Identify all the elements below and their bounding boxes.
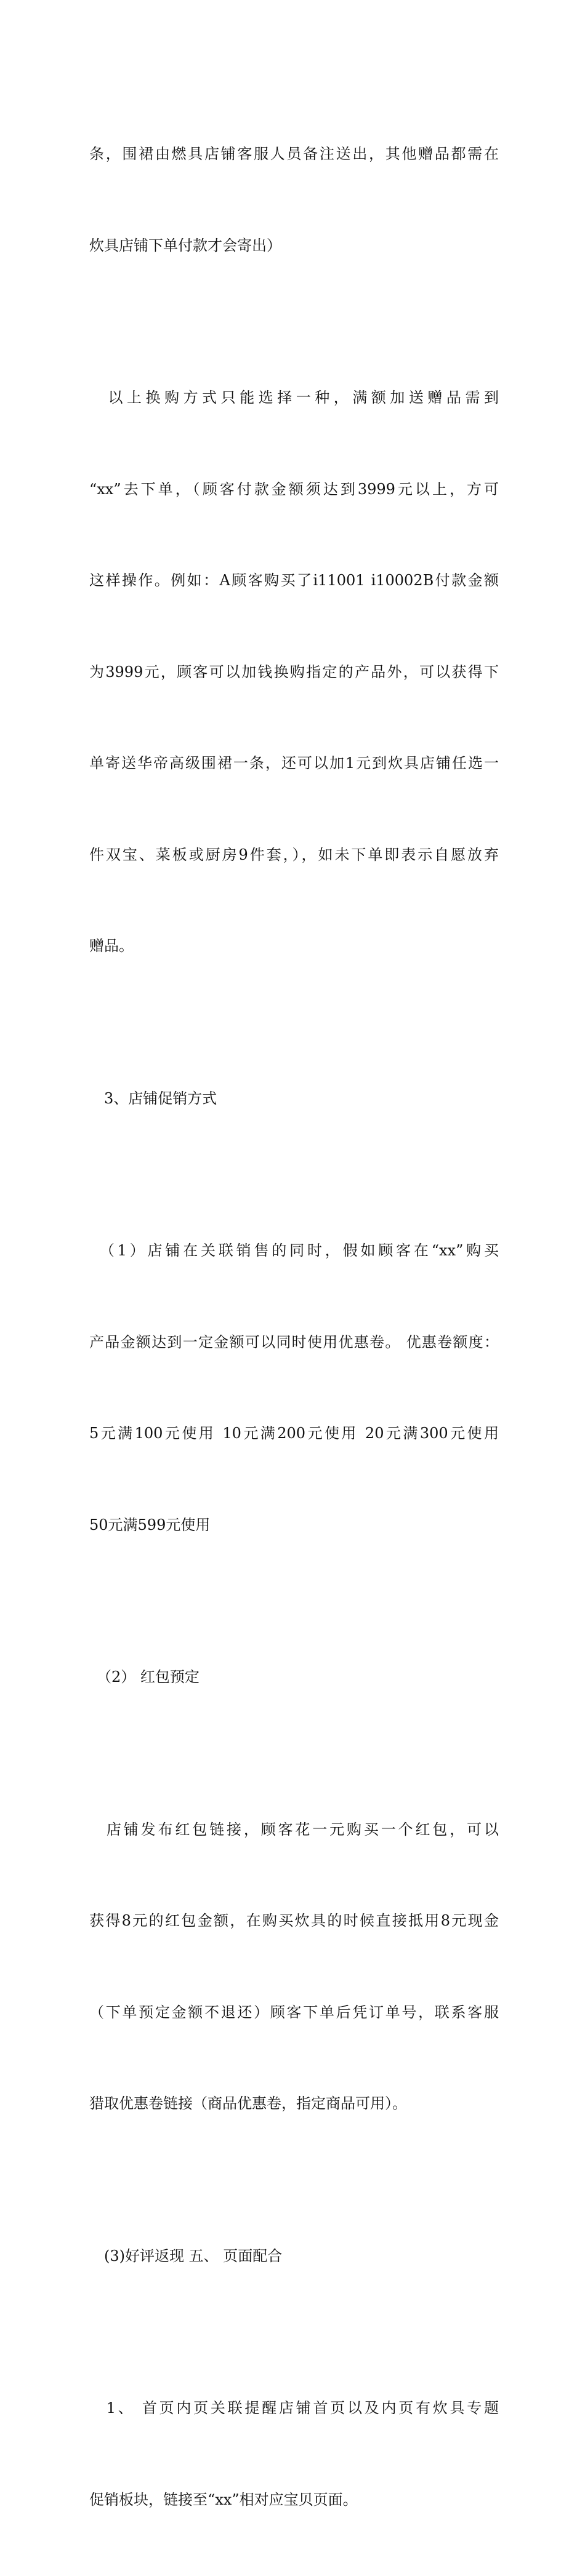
text-line: 获得8元的红包金额，在购买炊具的时候直接抵用8元现金 <box>89 1912 499 1929</box>
section-heading-store-promotion <box>89 1023 499 1175</box>
text-line: 5元满100元使用 10元满200元使用 20元满300元使用 <box>89 1425 499 1442</box>
paragraph-gift-shipping <box>89 78 499 322</box>
text-line: 条，围裙由燃具店铺客服人员备注送出，其他赠品都需在 <box>89 145 499 162</box>
text-line: （下单预定金额不退还）顾客下单后凭订单号，联系客服 <box>89 2003 499 2021</box>
document-body <box>89 78 499 2576</box>
text-line: 炊具店铺下单付款才会寄出） <box>89 236 281 254</box>
text-line: 这样操作。例如：A顾客购买了i11001 i10002B付款金额 <box>89 572 499 589</box>
text-line: （1）店铺在关联销售的同时，假如顾客在“xx”购买 <box>89 1242 499 1259</box>
text-line: 3、店铺促销方式 <box>89 1089 217 1107</box>
text-line: 猎取优惠卷链接（商品优惠卷，指定商品可用）。 <box>89 2095 407 2112</box>
text-line: 50元满599元使用 <box>89 1516 211 1534</box>
text-line: 单寄送华帝高级围裙一条，还可以加1元到炊具店铺任选一 <box>89 754 499 772</box>
text-line: 为3999元，顾客可以加钱换购指定的产品外，可以获得下 <box>89 663 499 681</box>
paragraph-coupon <box>89 1175 499 1601</box>
paragraph-red-packet <box>89 1754 499 2180</box>
text-line: （2） 红包预定 <box>89 1668 200 1686</box>
subheading-review-cashback <box>89 2180 499 2333</box>
text-line: 产品金额达到一定金额可以同时使用优惠卷。 优惠卷额度： <box>89 1333 499 1351</box>
text-line: 促销板块，链接至“xx”相对应宝贝页面。 <box>89 2490 358 2508</box>
paragraph-page-linking <box>89 2332 499 2576</box>
text-line: 以上换购方式只能选择一种，满额加送赠品需到 <box>89 389 499 406</box>
text-line: 店铺发布红包链接，顾客花一元购买一个红包，可以 <box>89 1820 499 1838</box>
paragraph-exchange-rules <box>89 322 499 1023</box>
text-line: 赠品。 <box>89 937 134 954</box>
text-line: (3)好评返现 五、 页面配合 <box>89 2247 283 2265</box>
text-line: 1、 首页内页关联提醒店铺首页以及内页有炊具专题 <box>89 2399 499 2417</box>
text-line: 件双宝、菜板或厨房9件套，），如未下单即表示自愿放弃 <box>89 846 499 863</box>
text-line: “xx”去下单，（顾客付款金额须达到3999元以上，方可 <box>89 480 499 498</box>
subheading-red-packet <box>89 1601 499 1754</box>
